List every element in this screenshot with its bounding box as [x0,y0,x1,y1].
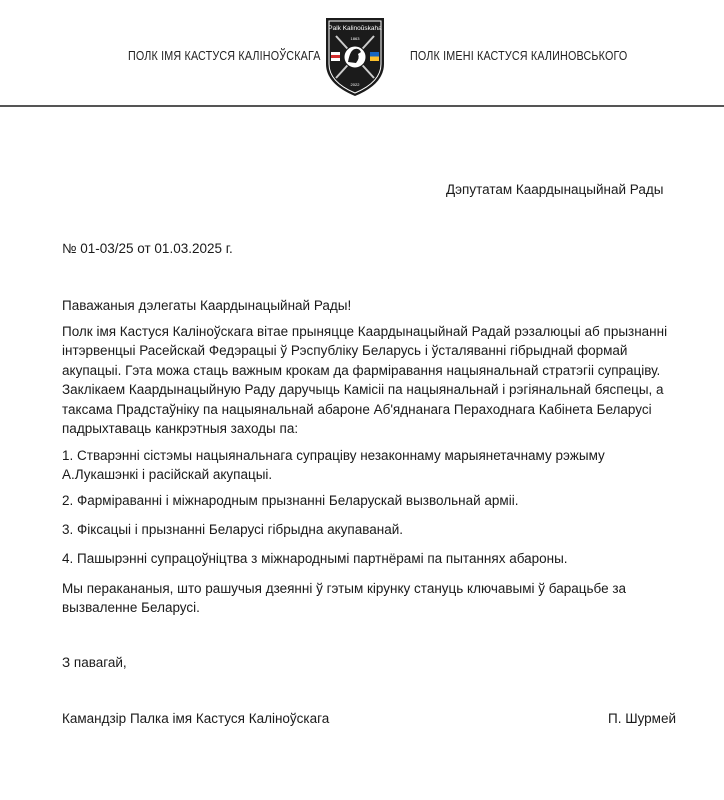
regards: З павагай, [62,655,127,670]
signer-name: П. Шурмей [608,711,677,726]
greeting: Паважаныя дэлегаты Каардынацыйнай Рады! [62,298,352,313]
svg-text:Palk Kalinoŭskaha: Palk Kalinoŭskaha [328,25,382,32]
svg-text:1863: 1863 [350,36,360,41]
list-item: 4. Пашырэнні супрацоўніцтва з міжнароднымі партнёрамі па пытаннях абароны. [62,551,568,566]
list-item: 2. Фарміраванні і міжнародным прызнанні Беларускай вызвольнай арміі. [62,493,519,508]
document-number: № 01-03/25 от 01.03.2025 г. [62,241,233,256]
svg-text:2022: 2022 [350,82,360,87]
list-item: 1. Стварэнні сістэмы нацыянальнага супраціву незаконнаму марыянетачнаму рэжыму А.Лукашэнкі і расійскай акупацыі. [62,448,605,483]
list-item: 3. Фіксацыі і прызнанні Беларусі гібрыдна акупаванай. [62,522,403,537]
signer-title: Камандзір Палка імя Кастуся Каліноўскага [62,711,330,726]
addressee: Дэпутатам Каардынацыйнай Рады [446,182,664,197]
letterhead-right-title: ПОЛК ІМЕНІ КАСТУСЯ КАЛИНОВСЬКОГО [410,49,628,63]
letter-body: Полк імя Кастуся Каліноўскага вітае прыняцце Каардынацыйнай Радай рэзалюцыі аб прызнанні інтэрвенцыі Расейскай Федэрацыі ў Рэспубліку Беларусь і ўсталяванні гібрыднай формай акупацыі. Гэта можа стаць важным крокам да фарміравання нацыянальнай стратэгіі супраціву. Заклікаем Каардынацыйную Раду даручыць Камісіі па нацыянальнай і рэгіянальнай бяспецы, а таксама Прадстаўніку па нацыянальнай абароне Аб'яднанага Пераходнага Кабінета Беларусі падрыхтаваць канкрэтныя заходы па: [62,324,668,437]
regiment-shield-emblem-icon [320,12,390,98]
header-divider [0,105,724,107]
closing-paragraph: Мы перакананыя, што рашучыя дзеянні ў гэтым кірунку стануць ключавымі ў барацьбе за вызваленне Беларусі. [62,581,627,616]
letterhead-left-title: ПОЛК ІМЯ КАСТУСЯ КАЛІНОЎСКАГА [128,49,321,63]
